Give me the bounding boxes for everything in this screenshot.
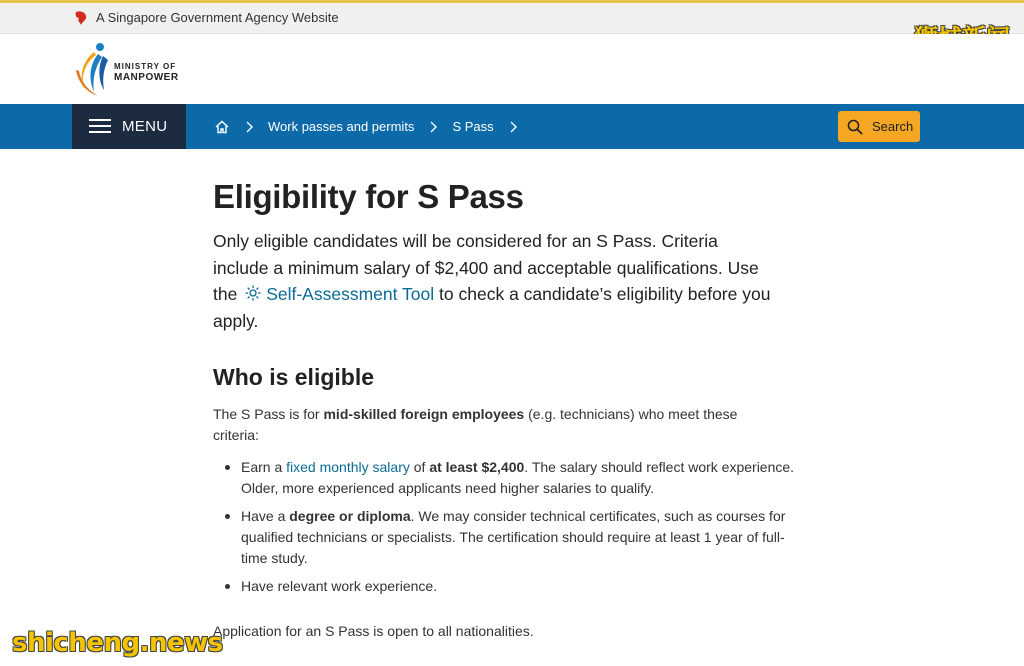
search-label: Search <box>872 119 914 134</box>
main-navigation-bar <box>0 104 1024 149</box>
eligibility-summary-end: (e.g. technicians) who meet these criteria: <box>213 406 738 443</box>
criteria-text: Have a <box>241 508 290 524</box>
chevron-right-icon <box>244 120 254 134</box>
watermark-bottom: shicheng.news <box>12 628 223 658</box>
criteria-text: . We may consider technical certificates, such as courses for qualified technicians or specialists. The certification should require at least 1 year of full-time study. <box>241 508 786 566</box>
criteria-list <box>213 457 806 604</box>
self-assessment-tool-link[interactable] <box>242 284 434 304</box>
search-button[interactable] <box>838 111 920 142</box>
logo-text-manpower: MANPOWER <box>114 72 179 83</box>
criteria-bold: degree or diploma <box>289 508 411 524</box>
eligibility-summary-bold: mid-skilled foreign employees <box>323 406 525 422</box>
list-item <box>241 457 806 499</box>
intro-text-start: Only eligible candidates will be considered for an S Pass. Criteria include a minimum salary of $2,400 and acceptable qualifications. Use the <box>213 231 759 305</box>
intro-paragraph <box>213 228 773 335</box>
eligibility-summary-start: The S Pass is for <box>213 406 324 422</box>
lion-head-icon <box>73 10 89 26</box>
menu-label: MENU <box>122 118 168 135</box>
criteria-text: . The salary should reflect work experience. Older, more experienced applicants need higher salaries to qualify. <box>241 459 795 496</box>
fixed-monthly-salary-link[interactable]: fixed monthly salary <box>286 459 410 475</box>
ministry-logo-icon <box>70 40 114 98</box>
gear-icon <box>244 284 262 302</box>
self-assessment-tool-label: Self-Assessment Tool <box>266 284 435 305</box>
menu-button[interactable] <box>72 104 186 149</box>
criteria-text: of <box>409 459 430 475</box>
logo-text-ministry-of: MINISTRY OF <box>114 62 177 71</box>
eligibility-summary <box>213 404 773 446</box>
government-banner-text: A Singapore Government Agency Website <box>96 10 339 25</box>
page-title: Eligibility for S Pass <box>213 178 524 215</box>
criteria-bold: at least $2,400 <box>429 459 525 475</box>
chevron-right-icon <box>428 120 438 134</box>
list-item <box>241 506 806 569</box>
search-icon <box>847 119 863 135</box>
government-banner <box>0 3 1024 34</box>
breadcrumb-work-passes[interactable]: Work passes and permits <box>268 119 415 134</box>
ministry-logo[interactable] <box>70 40 190 98</box>
breadcrumb-s-pass[interactable]: S Pass <box>452 119 494 134</box>
breadcrumb <box>214 104 532 149</box>
criteria-text: Earn a <box>241 459 287 475</box>
hamburger-icon <box>89 119 111 134</box>
list-item <box>241 576 806 597</box>
criteria-text: Have relevant work experience. <box>241 578 438 594</box>
site-header <box>0 34 1024 104</box>
home-icon[interactable] <box>214 119 230 135</box>
intro-text-end: to check a candidate’s eligibility before you apply. <box>213 284 771 332</box>
chevron-right-icon <box>508 120 518 134</box>
section-title-who-is-eligible: Who is eligible <box>213 364 375 390</box>
nationalities-note: Application for an S Pass is open to all nationalities. <box>213 623 534 639</box>
